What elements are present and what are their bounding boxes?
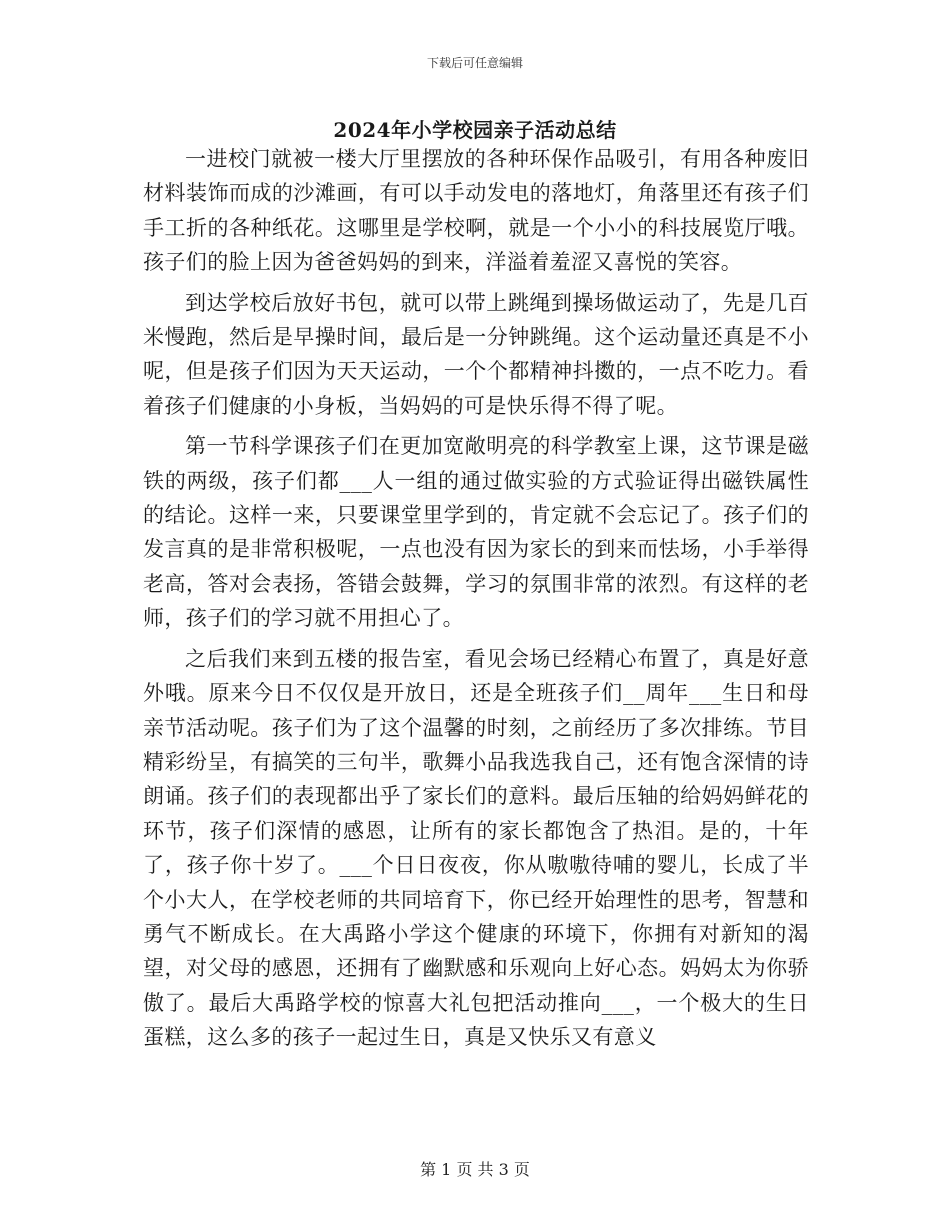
paragraph-3: 第一节科学课孩子们在更加宽敞明亮的科学教室上课，这节课是磁铁的两级，孩子们都___人一组的通过做实验的方式验证得出磁铁属性的结论。这样一来，只要课堂里学到的，肯定就不会忘记了。孩子们的发言真的是非常积极呢，一点也没有因为家长的到来而怯场，小手举得老高，答对会表扬，答错会鼓舞，学习的氛围非常的浓烈。有这样的老师，孩子们的学习就不用担心了。 [143, 434, 809, 631]
document-title: 2024年小学校园亲子活动总结 [333, 118, 617, 142]
header-note: 下载后可任意编辑 [426, 56, 523, 70]
paragraph-1: 一进校门就被一楼大厅里摆放的各种环保作品吸引，有用各种废旧材料装饰而成的沙滩画，有可以手动发电的落地灯，角落里还有孩子们手工折的各种纸花。这哪里是学校啊，就是一个小小的科技展览厅哦。孩子们的脸上因为爸爸妈妈的到来，洋溢着羞涩又喜悦的笑容。 [143, 147, 809, 275]
page-number: 第 1 页 共 3 页 [420, 1160, 530, 1179]
paragraph-2: 到达学校后放好书包，就可以带上跳绳到操场做运动了，先是几百米慢跑，然后是早操时间，最后是一分钟跳绳。这个运动量还真是不小呢，但是孩子们因为天天运动，一个个都精神抖擞的，一点不吃力。看着孩子们健康的小身板，当妈妈的可是快乐得不得了呢。 [143, 290, 809, 418]
document-body [143, 142, 809, 1055]
paragraph-4: 之后我们来到五楼的报告室，看见会场已经精心布置了，真是好意外哦。原来今日不仅仅是开放日，还是全班孩子们__周年___生日和母亲节活动呢。孩子们为了这个温馨的时刻，之前经历了多次排练。节目精彩纷呈，有搞笑的三句半，歌舞小品我选我自己，还有饱含深情的诗朗诵。孩子们的表现都出乎了家长们的意料。最后压轴的给妈妈鲜花的环节，孩子们深情的感恩，让所有的家长都饱含了热泪。是的，十年了，孩子你十岁了。___个日日夜夜，你从嗷嗷待哺的婴儿，长成了半个小大人，在学校老师的共同培育下，你已经开始理性的思考，智慧和勇气不断成长。在大禹路小学这个健康的环境下，你拥有对新知的渴望，对父母的感恩，还拥有了幽默感和乐观向上好心态。妈妈太为你骄傲了。最后大禹路学校的惊喜大礼包把活动推向___，一个极大的生日蛋糕，这么多的孩子一起过生日，真是又快乐又有意义 [143, 646, 809, 1050]
